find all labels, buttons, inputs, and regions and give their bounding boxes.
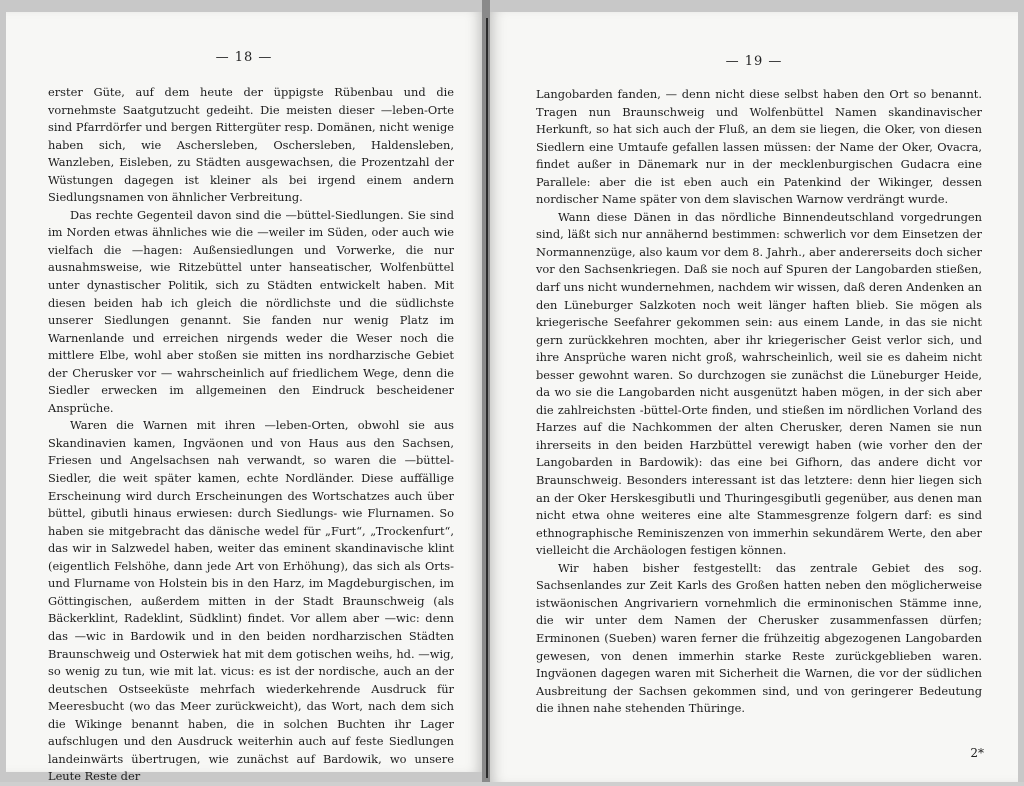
left-page-body: [48, 84, 454, 786]
left-paragraph-1: erster Güte, auf dem heute der üppigste Rübenbau und die vornehmste Saatgutzucht gedeiht. Die meisten dieser —leben-Orte sind Pfarrdörfer und bergen Rittergüter resp. Domänen, nicht wenige haben sich, wie Aschersleben, Oschersleben, Haldensleben, Wanzleben, Eisleben, zu Städten ausgewachsen, die Prozentzahl der Wüstungen dagegen ist kleiner als bei irgend einem andern Siedlungsnamen von ähnlicher Verbreitung.: [48, 85, 454, 205]
right-paragraph-3: Wir haben bisher festgestellt: das zentrale Gebiet des sog. Sachsenlandes zur Zeit Karls des Großen hatten neben den möglicherweise istwäonischen Angrivariern vornehmlich die erminonischen Stämme inne, die wir unter dem Namen der Cherusker zusammenfassen dürfen; Erminonen (Sueben) waren ferner die frühzeitig abgezogenen Langobarden gewesen, von denen immerhin starke Reste zurückgeblieben waren. Ingväonen dagegen waren mit Sicherheit die Warnen, die vor der südlichen Ausbreitung der Sachsen gekommen sind, und von geringerer Bedeutung die ihnen nahe stehenden Thüringe.: [536, 560, 982, 716]
left-page: [6, 12, 482, 784]
page-number-right: — 19 —: [725, 54, 783, 69]
left-paragraph-2: Das rechte Gegenteil davon sind die —büttel-Siedlungen. Sie sind im Norden etwas ähnliches wie die —weiler im Süden, oder auch wie vielfach die —hagen: Außensiedlungen und Vorwerke, die nur ausnahmsweise, wie Ritzebüttel unter hanseatischer, Wolfenbüttel unter dynastischer Politik, sich zu Städten entwickelt haben. Mit diesen beiden hab ich gleich die nördlichste und die südlichste unserer Siedlungen genannt. Sie fanden nur wenig Platz im Warnenlande und erreichen nirgends weder die Weser noch die mittlere Elbe, wohl aber stoßen sie mitten ins nordharzische Gebiet der Cherusker vor — wahrscheinlich auf friedlichem Wege, denn die Siedler erwecken im allgemeinen den Eindruck bescheidener Ansprüche.: [48, 207, 454, 415]
right-page: [490, 12, 1018, 782]
page-number-left: — 18 —: [215, 50, 273, 65]
right-page-body: [536, 86, 982, 718]
left-paragraph-3: Waren die Warnen mit ihren —leben-Orten, obwohl sie aus Skandinavien kamen, Ingväonen und von Haus aus den Sachsen, Friesen und Angelsachsen nah verwandt, so waren die —büttel-Siedler, die weit später kamen, echte Nordländer. Diese auffällige Erscheinung wird durch Erscheinungen des Wortschatzes auch über büttel, gibutli hinaus erwiesen: durch Siedlungs- wie Flurnamen. So haben sie mitgebracht das dänische wedel für „Furt“, „Trockenfurt“, das wir in Salzwedel haben, weiter das eminent skandinavische klint (eigentlich Felshöhe, dann jede Art von Erhöhung), das sich als Orts- und Flurname von Holstein bis in den Harz, im Magdeburgischen, im Göttingischen, außerdem mitten in der Stadt Braunschweig (als Bäckerklint, Radeklint, Südklint) findet. Vor allem aber —wic: denn das —wic in Bardowik und in den beiden nordharzischen Städten Braunschweig und Osterwiek hat mit dem gotischen weihs, hd. —wig, so wenig zu tun, wie mit lat. vicus: es ist der nordische, auch an der deutschen Ostseeküste mehrfach wiederkehrende Ausdruck für Meeresbucht (wo das Meer zurückweicht), das Wort, nach dem sich die Wikinge benannt haben, die in solchen Buchten ihr Lager aufschlugen und den Ausdruck weiterhin auch auf feste Siedlungen landeinwärts übertrugen, wie zunächst auf Bardowik, wo unsere Leute Reste der: [48, 418, 454, 784]
gutter-line: [486, 18, 488, 778]
signature-mark: 2*: [970, 746, 984, 760]
right-paragraph-2: Wann diese Dänen in das nördliche Binnendeutschland vorgedrungen sind, läßt sich nur annähernd bestimmen: schwerlich vor dem Einsetzen der Normannenzüge, also kaum vor dem 8. Jahrh., aber andererseits doch sicher vor den Sachsenkriegen. Daß sie noch auf Spuren der Langobarden stießen, darf uns nicht wundernehmen, nachdem wir wissen, daß deren Andenken an den Lüneburger Salzkoten noch weit länger haften blieb. Sie mögen als kriegerische Seefahrer gekommen sein: aus einem Lande, in das sie nicht gern zurückkehren mochten, aber ihr kriegerischer Geist verlor sich, und ihre Ansprüche waren nicht groß, wahrscheinlich, weil sie es daheim nicht besser gewohnt waren. So durchzogen sie zunächst die Lüneburger Heide, da wo sie die Langobarden nicht ausgenützt haben mögen, in der sich aber die zahlreichsten -büttel-Orte finden, und stießen im nördlichen Vorland des Harzes auf die Nachkommen der alten Cherusker, deren Namen sie nun ihrerseits in den beiden Harzbüttel verewigt haben (wie vorher den der Langobarden in Bardowik): das eine bei Gifhorn, das andere dicht vor Braunschweig. Besonders interessant ist das letztere: denn hier liegen sich an der Oker Herskesgibutli und Thuringesgibutli gegenüber, aus denen man nicht etwa ohne weiteres eine alte Stammesgrenze folgern darf: es sind ethnographische Reminiszenzen von immerhin sekundärem Werte, den aber vielleicht die Archäologen festigen können.: [536, 209, 982, 558]
right-paragraph-1: Langobarden fanden, — denn nicht diese selbst haben den Ort so benannt. Tragen nun Braunschweig und Wolfenbüttel Namen skandinavischer Herkunft, so hat sich auch der Fluß, an dem sie liegen, die Oker, von diesen Siedlern eine Umtaufe gefallen lassen müssen: der Name der Oker, Ovacra, findet außer in Dänemark nur in der mecklenburgischen Gudacra eine Parallele: aber die ist eben auch ein Patenkind der Wikinger, dessen nordischer Name später von dem slavischen Warnow verdrängt wurde.: [536, 87, 982, 207]
